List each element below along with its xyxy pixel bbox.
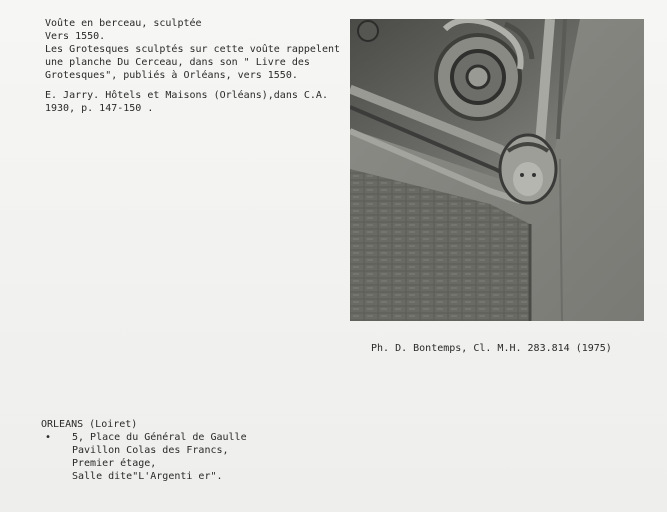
- bibliographic-reference: [45, 89, 345, 115]
- rosette: [358, 21, 378, 41]
- cherub-face: [513, 162, 543, 196]
- photo-credit: Ph. D. Bontemps, Cl. M.H. 283.814 (1975): [371, 343, 612, 354]
- description-line: Grotesques", publiés à Orléans, vers 1550.: [45, 70, 298, 81]
- reference-line: 1930, p. 147-150 .: [45, 103, 154, 114]
- photograph: [350, 19, 644, 321]
- cherub-eye: [532, 173, 536, 177]
- photo-illustration: [350, 19, 644, 321]
- description-text: [45, 17, 345, 82]
- bullet-mark: •: [45, 432, 52, 443]
- location-line: Premier étage,: [72, 458, 157, 469]
- location-line: Pavillon Colas des Francs,: [72, 445, 229, 456]
- description-line: une planche Du Cerceau, dans son " Livre des: [45, 57, 310, 68]
- scroll-eye: [467, 66, 489, 88]
- description-line: Les Grotesques sculptés sur cette voûte rappelent: [45, 44, 341, 55]
- location: [41, 418, 247, 483]
- description-line: Vers 1550.: [45, 31, 106, 42]
- description-line: Voûte en berceau, sculptée: [45, 18, 202, 29]
- location-line: Salle dite"L'Argenti er".: [72, 471, 223, 482]
- location-line: 5, Place du Général de Gaulle: [72, 432, 247, 443]
- location-city: ORLEANS (Loiret): [41, 419, 138, 430]
- cherub-eye: [520, 173, 524, 177]
- reference-line: E. Jarry. Hôtels et Maisons (Orléans),dans C.A.: [45, 90, 328, 101]
